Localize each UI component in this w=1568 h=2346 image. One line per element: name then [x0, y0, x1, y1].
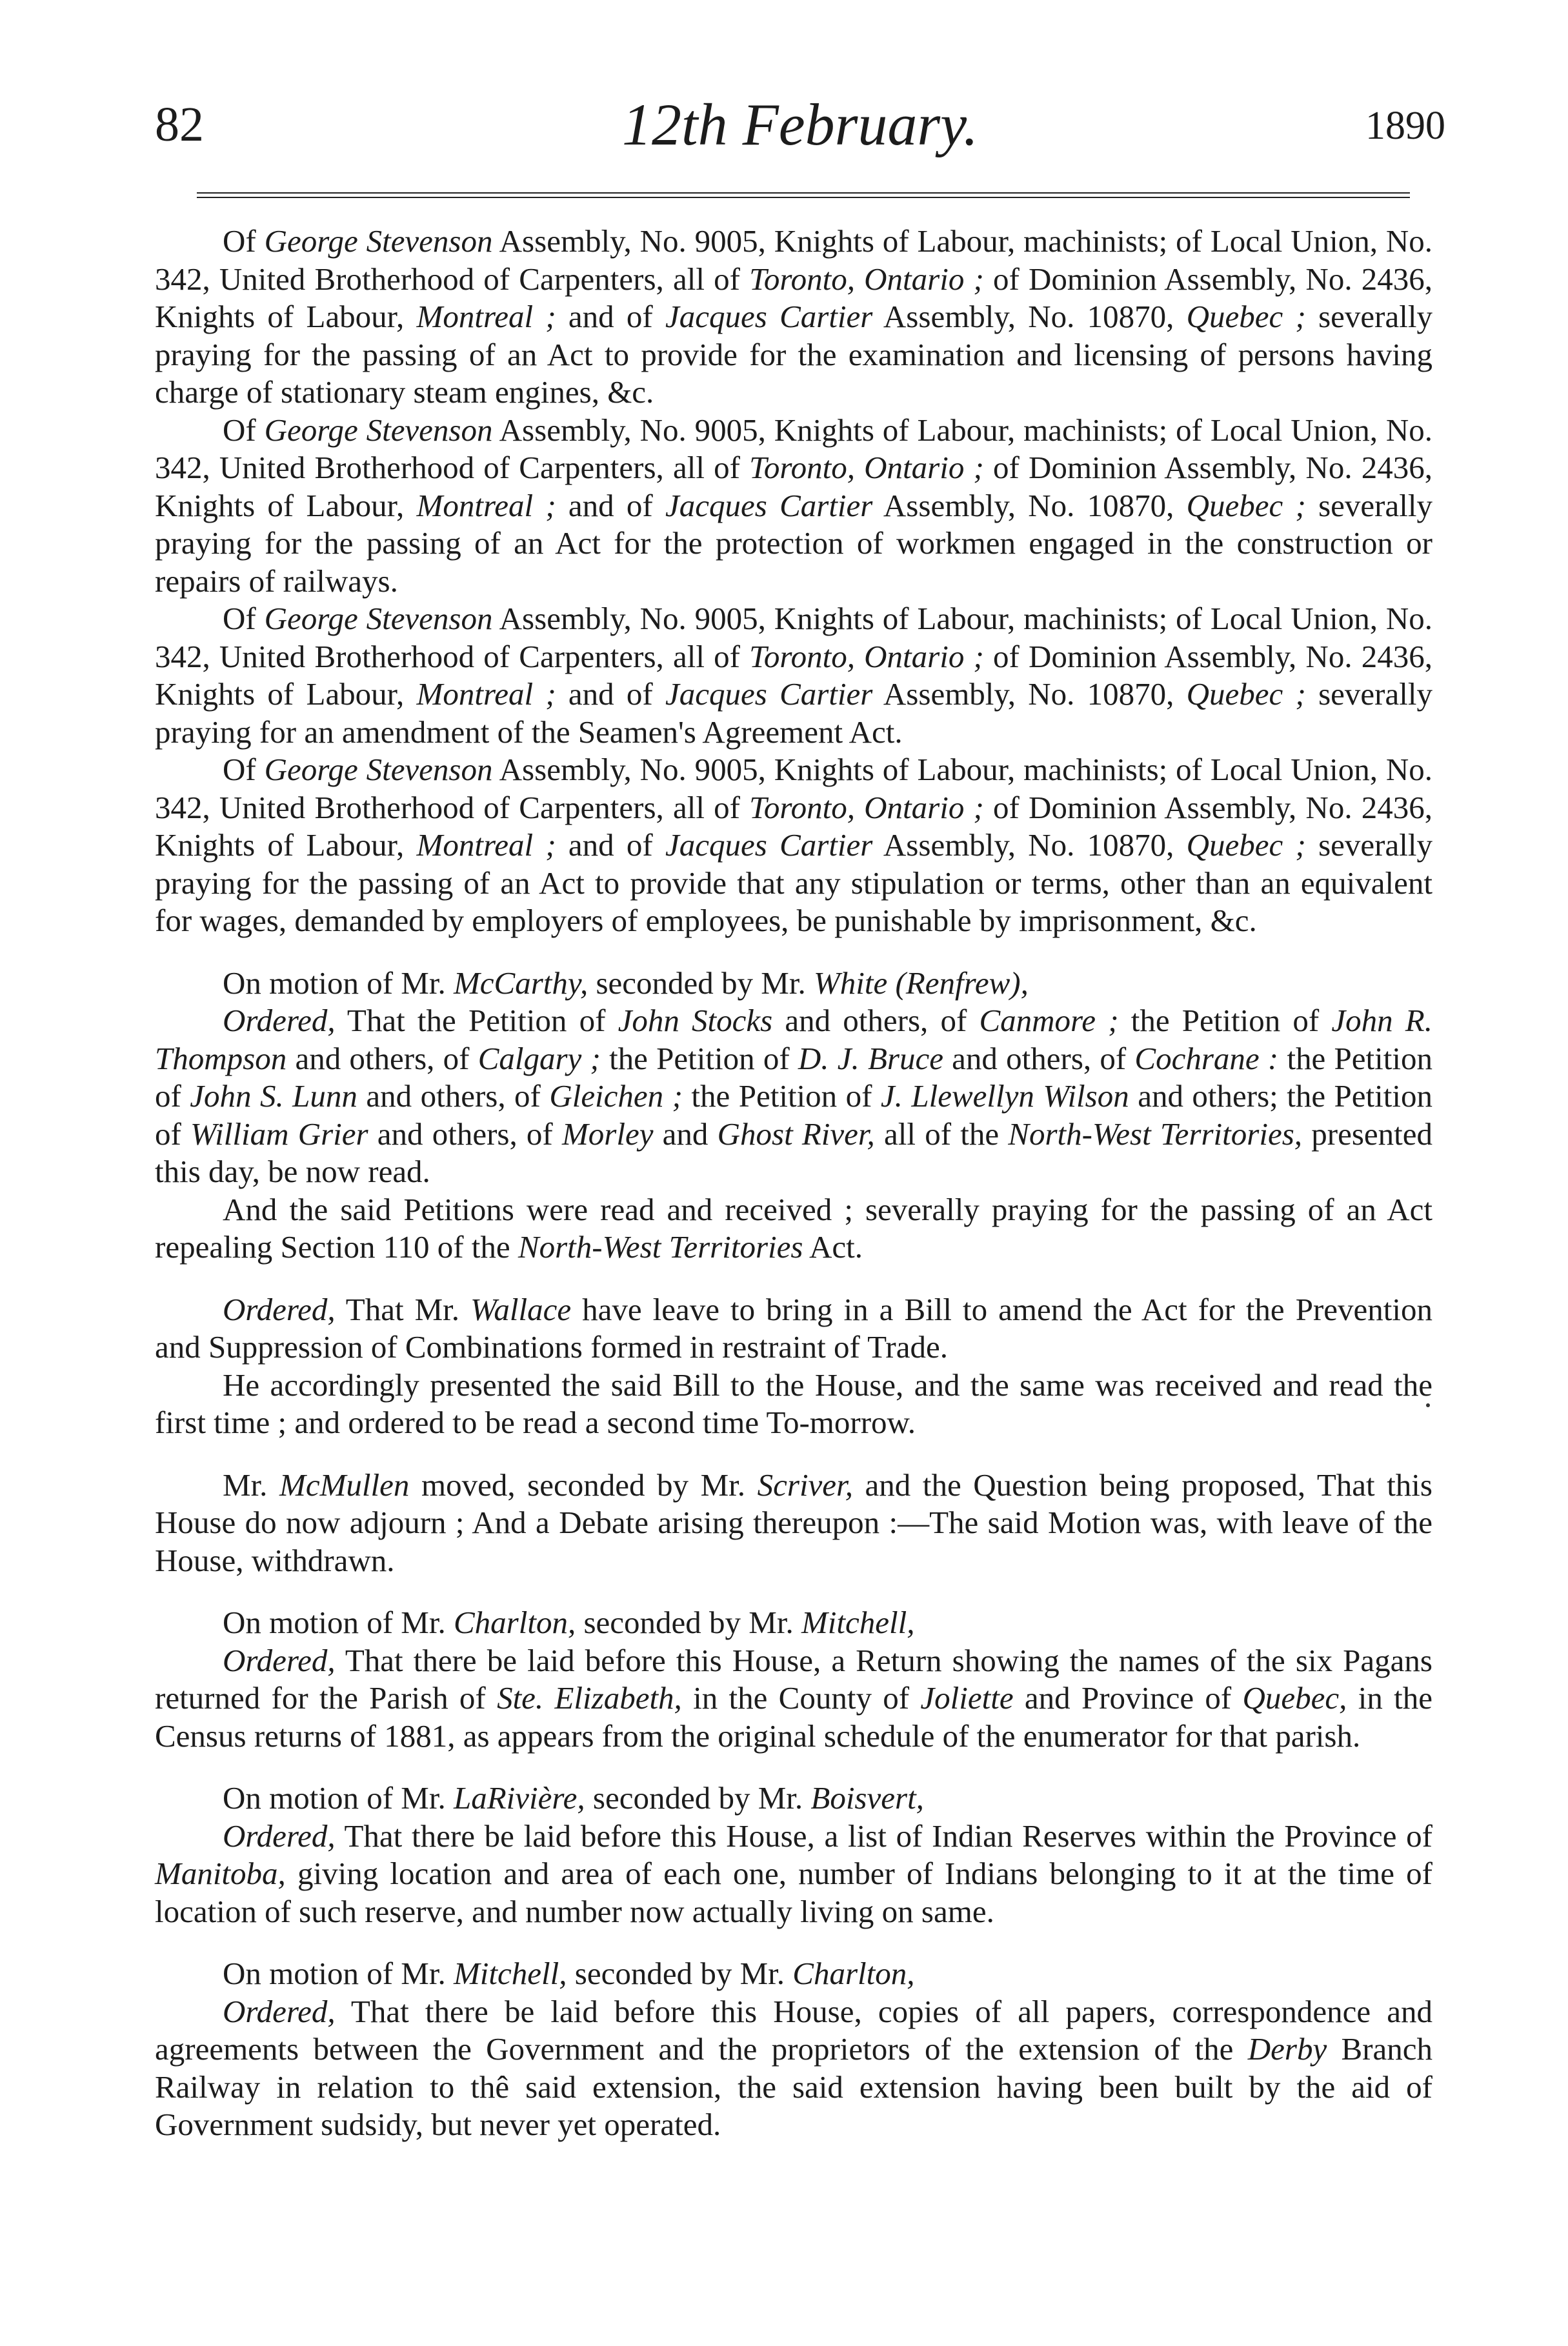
- text-run: Of: [223, 752, 265, 787]
- italic-text: Ordered,: [223, 1818, 336, 1854]
- bill-presented-paragraph: [155, 1367, 1432, 1442]
- italic-text: John Stocks: [618, 1003, 773, 1038]
- italic-text: Morley: [561, 1116, 654, 1152]
- italic-text: Derby: [1247, 2031, 1327, 2067]
- text-run: That there be laid before this House, a Return showing the names of the six Pagans returned for the Parish of: [155, 1642, 1432, 1716]
- text-run: the Petition of: [600, 1040, 798, 1076]
- italic-text: George Stevenson: [264, 412, 493, 448]
- motion-line: [155, 1604, 1432, 1642]
- order-paragraph: [155, 1642, 1432, 1756]
- text-run: severally praying for an amendment of the Seamen's Agreement Act.: [155, 676, 1432, 750]
- text-run: and others, of: [286, 1040, 478, 1076]
- text-run: On motion of Mr.: [223, 1956, 454, 1991]
- text-run: moved, seconded by Mr.: [409, 1467, 758, 1503]
- italic-text: George Stevenson: [264, 601, 493, 636]
- italic-text: Boisvert,: [810, 1780, 924, 1816]
- text-run: in the Census returns of 1881, as appears from the original schedule of the enumerator for that parish.: [155, 1680, 1433, 1754]
- text-run: of Dominion Assembly, No. 2436, Knights of Labour,: [155, 261, 1432, 334]
- text-run: Assembly, No. 9005, Knights of Labour, machinists; of Local Union, No. 342, United Brotherhood of Carpenters, all of: [155, 601, 1432, 674]
- order-paragraph: [155, 1818, 1432, 1931]
- italic-text: John R. Thompson: [155, 1003, 1432, 1076]
- page-title: 12th February.: [622, 92, 978, 157]
- text-run: severally praying for the passing of an Act for the protection of workmen engaged in the construction or repairs of railways.: [155, 487, 1432, 599]
- text-run: Act.: [803, 1229, 863, 1265]
- italic-text: D. J. Bruce: [798, 1040, 943, 1076]
- text-run: have leave to bring in a Bill to amend the Act for the Prevention and Suppression of Combinations formed in restraint of Trade.: [155, 1291, 1432, 1365]
- petition-paragraph: [155, 412, 1432, 601]
- italic-text: Scriver,: [757, 1467, 853, 1503]
- italic-text: Calgary ;: [477, 1040, 601, 1076]
- italic-text: Quebec ;: [1186, 299, 1306, 334]
- page-header: [155, 84, 1445, 174]
- text-run: and others; the Petition of: [155, 1078, 1432, 1152]
- order-paragraph: [155, 1002, 1432, 1191]
- italic-text: North-West Territories,: [1008, 1116, 1303, 1152]
- text-run: That the Petition of: [335, 1003, 618, 1038]
- italic-text: Ordered,: [223, 1642, 336, 1678]
- italic-text: Ordered,: [223, 1993, 336, 2029]
- italic-text: Manitoba,: [155, 1856, 286, 1891]
- italic-text: Wallace: [470, 1291, 572, 1327]
- italic-text: Quebec ;: [1186, 676, 1306, 712]
- italic-text: Quebec ;: [1186, 827, 1306, 863]
- text-run: Assembly, No. 9005, Knights of Labour, machinists; of Local Union, No. 342, United Brotherhood of Carpenters, all of: [155, 752, 1432, 825]
- text-run: of Dominion Assembly, No. 2436, Knights of Labour,: [155, 789, 1432, 863]
- text-run: Of: [223, 601, 265, 636]
- italic-text: LaRivière,: [453, 1780, 585, 1816]
- text-run: all of the: [874, 1116, 1009, 1152]
- text-run: and the Question being proposed, That this House do now adjourn ; And a Debate arising thereupon :—The said Motion was, with leave of the House, withdrawn.: [155, 1467, 1432, 1578]
- motion-line: [155, 1955, 1432, 1993]
- text-run: That there be laid before this House, copies of all papers, correspondence and agreements between the Government and the proprietors of the extension of the: [155, 1993, 1432, 2067]
- text-run: seconded by Mr.: [567, 1956, 793, 1991]
- text-run: and others, of: [772, 1003, 980, 1038]
- italic-text: Ste. Elizabeth,: [497, 1680, 682, 1716]
- text-run: Assembly, No. 10870,: [872, 827, 1187, 863]
- italic-text: Montreal ;: [416, 676, 556, 712]
- motion-line: [155, 965, 1432, 1003]
- text-run: Branch Railway in relation to thê said extension, the said extension having been built by the aid of Government sudsidy, but never yet operated.: [155, 2031, 1433, 2142]
- italic-text: Mitchell,: [453, 1956, 567, 1991]
- italic-text: Toronto, Ontario ;: [749, 638, 984, 674]
- italic-text: Quebec ;: [1186, 487, 1306, 523]
- italic-text: Charlton,: [453, 1605, 576, 1640]
- italic-text: Jacques Cartier: [665, 676, 873, 712]
- text-run: Assembly, No. 10870,: [872, 299, 1187, 334]
- italic-text: John S. Lunn: [190, 1078, 357, 1114]
- italic-text: Quebec,: [1242, 1680, 1347, 1716]
- text-run: On motion of Mr.: [223, 965, 454, 1001]
- text-run: and others, of: [943, 1040, 1135, 1076]
- text-run: seconded by Mr.: [576, 1605, 801, 1640]
- text-run: of Dominion Assembly, No. 2436, Knights of Labour,: [155, 638, 1432, 712]
- order-paragraph: [155, 1291, 1432, 1367]
- margin-mark: [1426, 1403, 1430, 1407]
- text-run: And the said Petitions were read and received ; severally praying for the passing of an Act repealing Section 110 of the: [155, 1191, 1432, 1265]
- italic-text: Ordered,: [223, 1003, 336, 1038]
- header-rule-bottom: [197, 197, 1410, 198]
- italic-text: J. Llewellyn Wilson: [880, 1078, 1129, 1114]
- text-run: and: [653, 1116, 718, 1152]
- italic-text: White (Renfrew),: [813, 965, 1029, 1001]
- italic-text: Montreal ;: [416, 487, 556, 523]
- header-rule-top: [197, 192, 1410, 194]
- italic-text: Ghost River,: [717, 1116, 875, 1152]
- text-run: the Petition of: [682, 1078, 881, 1114]
- page-number: 82: [155, 97, 204, 152]
- text-run: On motion of Mr.: [223, 1780, 454, 1816]
- italic-text: Jacques Cartier: [665, 487, 873, 523]
- text-run: and of: [556, 299, 665, 334]
- petitions-read-paragraph: [155, 1191, 1432, 1267]
- text-run: That there be laid before this House, a list of Indian Reserves within the Province of: [335, 1818, 1432, 1854]
- text-run: and of: [556, 676, 665, 712]
- text-run: seconded by Mr.: [588, 965, 814, 1001]
- italic-text: Toronto, Ontario ;: [749, 789, 984, 825]
- italic-text: Canmore ;: [979, 1003, 1119, 1038]
- text-run: and others, of: [357, 1078, 550, 1114]
- italic-text: Toronto, Ontario ;: [749, 450, 984, 485]
- text-run: seconded by Mr.: [585, 1780, 811, 1816]
- text-run: Of: [223, 412, 265, 448]
- page-year: 1890: [1365, 104, 1445, 148]
- order-paragraph: [155, 1993, 1432, 2144]
- text-run: giving location and area of each one, number of Indians belonging to it at the time of location of such reserve, and number now actually living on same.: [155, 1856, 1432, 1929]
- text-run: Assembly, No. 10870,: [872, 676, 1187, 712]
- text-run: severally praying for the passing of an Act to provide that any stipulation or terms, other than an equivalent for wages, demanded by employers of employees, be punishable by imprisonment, &c.: [155, 827, 1432, 938]
- italic-text: George Stevenson: [264, 752, 493, 787]
- italic-text: Montreal ;: [416, 827, 556, 863]
- text-run: Assembly, No. 9005, Knights of Labour, machinists; of Local Union, No. 342, United Brotherhood of Carpenters, all of: [155, 223, 1432, 297]
- italic-text: Toronto, Ontario ;: [749, 261, 984, 297]
- text-run: and of: [556, 827, 665, 863]
- text-run: Of: [223, 223, 265, 259]
- italic-text: George Stevenson: [264, 223, 493, 259]
- text-run: severally praying for the passing of an Act to provide for the examination and licensing of persons having charge of stationary steam engines, &c.: [155, 299, 1432, 410]
- italic-text: Gleichen ;: [549, 1078, 683, 1114]
- text-run: in the County of: [681, 1680, 921, 1716]
- text-run: and Province of: [1013, 1680, 1243, 1716]
- motion-line: [155, 1780, 1432, 1818]
- italic-text: McMullen: [279, 1467, 410, 1503]
- italic-text: Joliette: [920, 1680, 1014, 1716]
- text-run: of Dominion Assembly, No. 2436, Knights of Labour,: [155, 450, 1432, 523]
- adjournment-motion-paragraph: [155, 1467, 1432, 1580]
- text-run: Assembly, No. 10870,: [872, 487, 1187, 523]
- text-run: He accordingly presented the said Bill to the House, and the same was received and read the first time ; and ordered to be read a second time To-morrow.: [155, 1367, 1432, 1440]
- text-run: the Petition of: [1118, 1003, 1332, 1038]
- text-run: the Petition of: [155, 1040, 1432, 1114]
- text-run: and of: [556, 487, 665, 523]
- journal-body: [155, 223, 1432, 2144]
- italic-text: McCarthy,: [453, 965, 588, 1001]
- italic-text: William Grier: [190, 1116, 368, 1152]
- text-run: On motion of Mr.: [223, 1605, 454, 1640]
- italic-text: Cochrane :: [1134, 1040, 1279, 1076]
- italic-text: Jacques Cartier: [665, 299, 873, 334]
- petition-paragraph: [155, 223, 1432, 412]
- italic-text: Ordered,: [223, 1291, 336, 1327]
- italic-text: Montreal ;: [416, 299, 556, 334]
- text-run: presented this day, be now read.: [155, 1116, 1432, 1189]
- text-run: That Mr.: [335, 1291, 471, 1327]
- italic-text: Mitchell,: [801, 1605, 915, 1640]
- petition-paragraph: [155, 600, 1432, 751]
- text-run: Mr.: [223, 1467, 280, 1503]
- italic-text: North-West Territories: [518, 1229, 803, 1265]
- petition-paragraph: [155, 751, 1432, 940]
- text-run: Assembly, No. 9005, Knights of Labour, machinists; of Local Union, No. 342, United Brotherhood of Carpenters, all of: [155, 412, 1432, 485]
- text-run: and others, of: [368, 1116, 562, 1152]
- italic-text: Charlton,: [792, 1956, 915, 1991]
- italic-text: Jacques Cartier: [665, 827, 873, 863]
